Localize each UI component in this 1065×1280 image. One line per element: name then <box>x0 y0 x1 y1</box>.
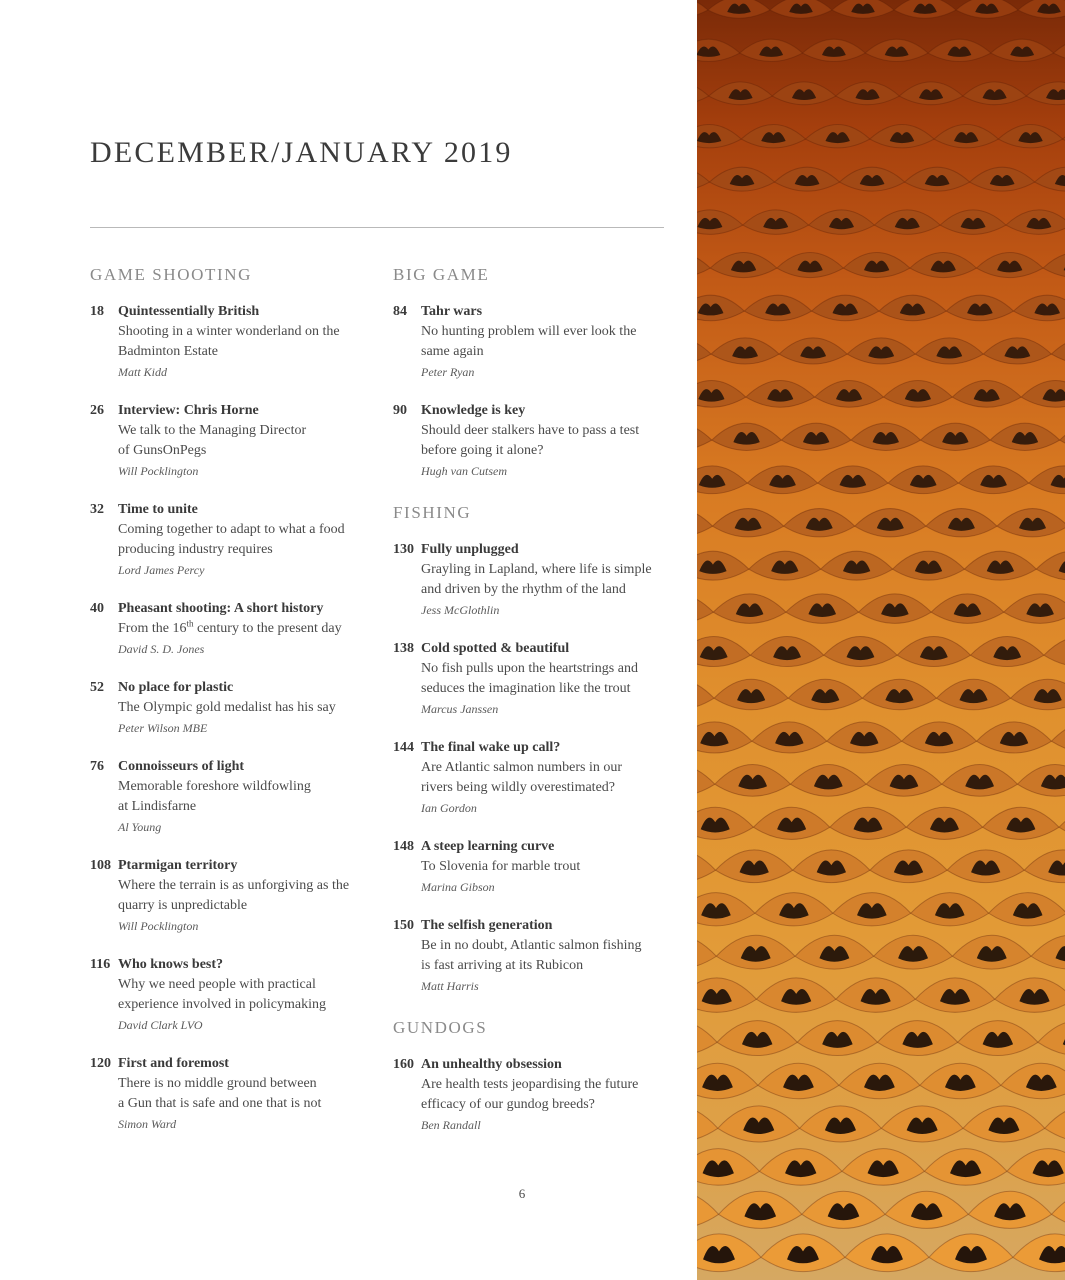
entry-title: Cold spotted & beautiful <box>421 641 570 656</box>
contents-entry[interactable] <box>90 500 365 580</box>
entry-description-line: Memorable foreshore wildfowling <box>118 779 311 794</box>
entry-description <box>118 520 365 560</box>
entry-author: Matt Kidd <box>118 365 168 379</box>
contents-entry[interactable] <box>393 639 668 719</box>
contents-entry[interactable] <box>393 837 668 897</box>
entry-author: Peter Wilson MBE <box>118 721 208 735</box>
contents-entry[interactable] <box>90 1054 365 1134</box>
entry-page-number: 90 <box>393 403 407 418</box>
contents-column-left <box>90 262 365 1153</box>
contents-entry[interactable] <box>90 401 365 481</box>
entry-description-line: Are Atlantic salmon numbers in our <box>421 760 623 775</box>
entry-description-line: Coming together to adapt to what a food <box>118 522 345 537</box>
entry-author: Ian Gordon <box>421 801 477 815</box>
entry-description-line: Should deer stalkers have to pass a test <box>421 423 640 438</box>
entry-description <box>118 322 365 362</box>
entry-page-number: 76 <box>90 759 104 774</box>
entry-description-line: experience involved in policymaking <box>118 997 326 1012</box>
entry-description <box>421 421 668 461</box>
entry-description <box>421 560 668 600</box>
entry-description-line: Grayling in Lapland, where life is simple <box>421 562 652 577</box>
contents-entry[interactable] <box>393 738 668 818</box>
entry-description <box>118 698 365 718</box>
entry-description-line: No fish pulls upon the heartstrings and <box>421 661 638 676</box>
entry-author: Hugh van Cutsem <box>421 464 507 478</box>
entry-description-line: Where the terrain is as unforgiving as the <box>118 878 350 893</box>
entry-description <box>118 975 365 1015</box>
entry-author: Ben Randall <box>421 1118 481 1132</box>
entry-title: The selfish generation <box>421 918 553 933</box>
entry-author: Matt Harris <box>421 979 479 993</box>
contents-entry[interactable] <box>90 302 365 382</box>
entry-description-line: The Olympic gold medalist has his say <box>118 700 336 715</box>
pheasant-feather-photo <box>697 0 1065 1280</box>
entry-author: Lord James Percy <box>118 563 205 577</box>
entry-page-number: 148 <box>393 839 414 854</box>
entry-description <box>118 421 365 461</box>
entry-page-number: 160 <box>393 1057 414 1072</box>
entry-description-line: Be in no doubt, Atlantic salmon fishing <box>421 938 642 953</box>
contents-entry[interactable] <box>90 856 365 936</box>
contents-entry[interactable] <box>90 599 365 659</box>
contents-entry[interactable] <box>90 955 365 1035</box>
entry-description-text: From the 16 <box>118 621 187 636</box>
contents-entry[interactable] <box>90 757 365 837</box>
contents-entry[interactable] <box>393 401 668 481</box>
entry-title: A steep learning curve <box>421 839 555 854</box>
entry-description-line: rivers being wildly overestimated? <box>421 780 615 795</box>
contents-entry[interactable] <box>393 540 668 620</box>
entry-description-line: We talk to the Managing Director <box>118 423 307 438</box>
entry-description <box>421 659 668 699</box>
entry-description <box>421 322 668 362</box>
entry-page-number: 52 <box>90 680 104 695</box>
entry-description-line: quarry is unpredictable <box>118 898 248 913</box>
entry-title: Ptarmigan territory <box>118 858 238 873</box>
entry-description <box>118 777 365 817</box>
entry-page-number: 138 <box>393 641 414 656</box>
section-heading-fishing: FISHING <box>393 503 472 522</box>
entry-author: Will Pocklington <box>118 464 199 478</box>
entry-description-line: a Gun that is safe and one that is not <box>118 1096 322 1111</box>
entry-page-number: 120 <box>90 1056 111 1071</box>
entry-page-number: 130 <box>393 542 414 557</box>
entry-author: David Clark LVO <box>118 1018 203 1032</box>
entry-page-number: 26 <box>90 403 104 418</box>
entry-description <box>118 876 365 916</box>
entry-description-line: of GunsOnPegs <box>118 443 207 458</box>
entry-description-line: efficacy of our gundog breeds? <box>421 1097 595 1112</box>
entry-description <box>118 1074 365 1114</box>
entry-description-line: There is no middle ground between <box>118 1076 317 1091</box>
entry-description <box>421 857 668 877</box>
entry-title: No place for plastic <box>118 680 234 695</box>
entry-description-line: and driven by the rhythm of the land <box>421 582 626 597</box>
entry-author: Jess McGlothlin <box>421 603 500 617</box>
section-heading-big-game: BIG GAME <box>393 265 490 284</box>
entry-description <box>421 758 668 798</box>
entry-title: The final wake up call? <box>421 740 561 755</box>
entry-author: Marina Gibson <box>421 880 495 894</box>
entry-description-line: seduces the imagination like the trout <box>421 681 631 696</box>
entry-description-text: century to the present day <box>193 621 342 636</box>
entry-description-line: To Slovenia for marble trout <box>421 859 581 874</box>
entry-page-number: 32 <box>90 502 104 517</box>
entry-title: Who knows best? <box>118 957 224 972</box>
entry-title: Connoisseurs of light <box>118 759 245 774</box>
entry-page-number: 40 <box>90 601 104 616</box>
entry-description-line: same again <box>421 344 484 359</box>
entry-description-line: at Lindisfarne <box>118 799 197 814</box>
entry-title: Fully unplugged <box>421 542 519 557</box>
contents-entry[interactable] <box>393 1055 668 1135</box>
title-divider <box>90 227 664 228</box>
section-heading-game-shooting: GAME SHOOTING <box>90 265 252 284</box>
entry-title: Knowledge is key <box>421 403 526 418</box>
entry-author: David S. D. Jones <box>118 642 205 656</box>
entry-page-number: 150 <box>393 918 414 933</box>
contents-entry[interactable] <box>90 678 365 738</box>
entry-title: Time to unite <box>118 502 198 517</box>
entry-title: An unhealthy obsession <box>421 1057 562 1072</box>
contents-entry[interactable] <box>393 302 668 382</box>
feather-pattern-icon <box>697 0 1065 1280</box>
ordinal-suffix: th <box>186 618 194 629</box>
entry-title: Interview: Chris Horne <box>118 403 259 418</box>
entry-description <box>118 619 365 639</box>
section-heading-gundogs: GUNDOGS <box>393 1018 488 1037</box>
entry-description <box>421 936 668 976</box>
page-number: 6 <box>518 1186 526 1201</box>
entry-author: Marcus Janssen <box>421 702 499 716</box>
entry-description-line: Are health tests jeopardising the future <box>421 1077 639 1092</box>
entry-title: Pheasant shooting: A short history <box>118 601 324 616</box>
contents-entry[interactable] <box>393 916 668 996</box>
entry-title: First and foremost <box>118 1056 229 1071</box>
entry-description-line: is fast arriving at its Rubicon <box>421 958 584 973</box>
entry-description-line: No hunting problem will ever look the <box>421 324 637 339</box>
entry-author: Simon Ward <box>118 1117 177 1131</box>
entry-description-line: Badminton Estate <box>118 344 218 359</box>
entry-description-line: before going it alone? <box>421 443 544 458</box>
entry-author: Peter Ryan <box>421 365 475 379</box>
entry-author: Al Young <box>118 820 162 834</box>
entry-page-number: 116 <box>90 957 111 972</box>
entry-description <box>421 1075 668 1115</box>
entry-author: Will Pocklington <box>118 919 199 933</box>
entry-title: Tahr wars <box>421 304 483 319</box>
entry-page-number: 144 <box>393 740 414 755</box>
issue-title: DECEMBER/JANUARY 2019 <box>90 136 513 169</box>
entry-description-line: Shooting in a winter wonderland on the <box>118 324 340 339</box>
contents-column-right <box>393 262 668 1154</box>
entry-page-number: 18 <box>90 304 104 319</box>
entry-page-number: 108 <box>90 858 111 873</box>
entry-title: Quintessentially British <box>118 304 260 319</box>
entry-page-number: 84 <box>393 304 407 319</box>
entry-description-line: Why we need people with practical <box>118 977 316 992</box>
entry-description-line: producing industry requires <box>118 542 273 557</box>
